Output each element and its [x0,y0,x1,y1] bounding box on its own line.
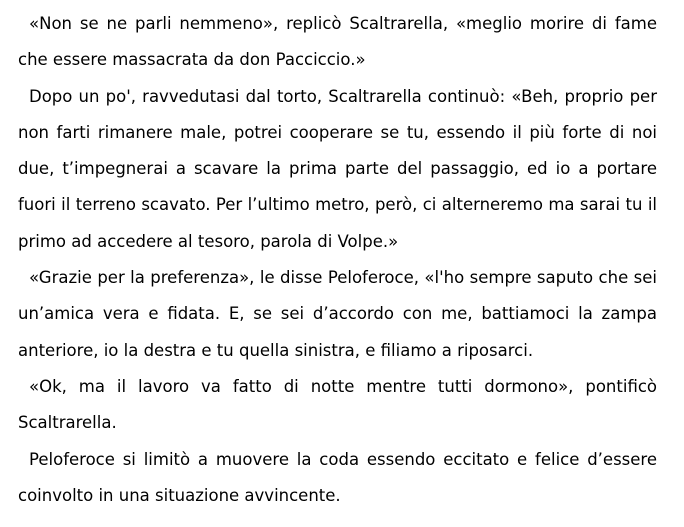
paragraph-2: Dopo un po', ravvedutasi dal torto, Scaltrarella continuò: «Beh, proprio per non farti rimanere male, potrei cooperare se tu, essendo il più forte di noi due, t’impegnerai a scavare la prima parte del passaggio, ed io a portare fuori il terreno scavato. Per l’ultimo metro, però, ci alterneremo ma sarai tu il primo ad accedere al tesoro, parola di Volpe.» [18,86,657,251]
paragraph-4: «Ok, ma il lavoro va fatto di notte mentre tutti dormono», pontificò Scaltrarella. [18,376,657,433]
paragraph-1: «Non se ne parli nemmeno», replicò Scaltrarella, «meglio morire di fame che essere massacrata da don Pacciccio.» [18,14,657,70]
paragraph-3: «Grazie per la preferenza», le disse Peloferoce, «l'ho sempre saputo che sei un’amica vera e fidata. E, se sei d’accordo con me, battiamoci la zampa anteriore, io la destra e tu quella sinistra, e filiamo a riposarci. [18,268,657,360]
paragraph-5: Peloferoce si limitò a muovere la coda essendo eccitato e felice d’essere coinvolto in una situazione avvincente. [18,449,657,505]
document-page [18,6,657,514]
